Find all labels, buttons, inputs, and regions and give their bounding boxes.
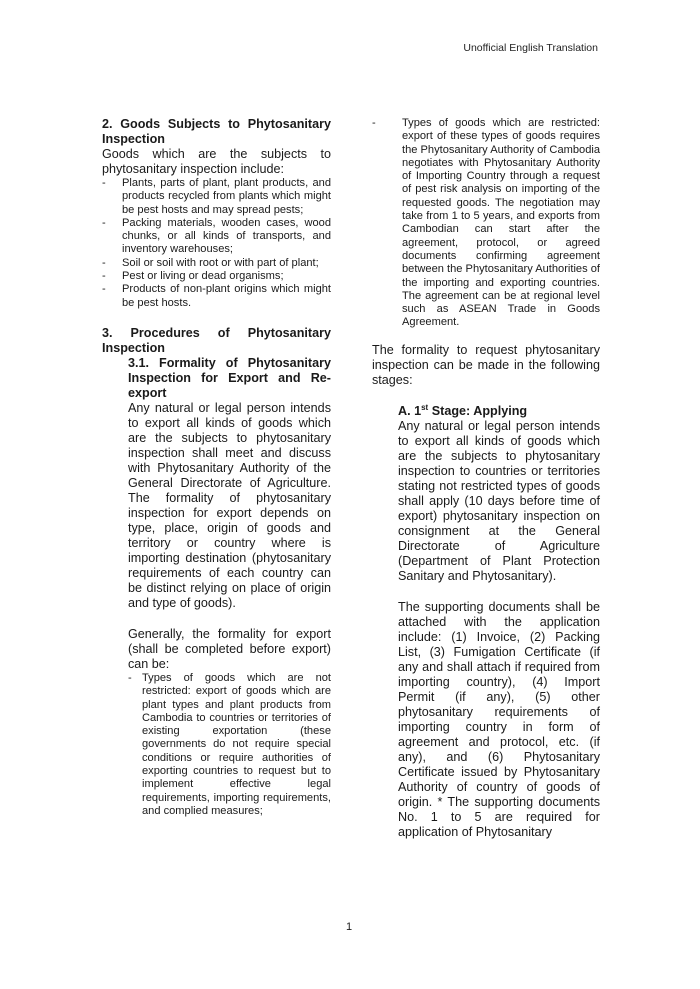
- goods-list: [102, 177, 331, 310]
- stages-intro-paragraph: The formality to request phytosanitary inspection can be made in the following stages:: [372, 342, 600, 387]
- dash-bullet: -: [372, 117, 376, 129]
- section-3-1-paragraph: Any natural or legal person intends to export all kinds of goods which are the subjects to phytosanitary inspection shall meet and discuss with Phytosanitary Authority of the General Directorate of Agriculture. The formality of phytosanitary inspection for export depends on type, place, origin of goods and territory or country where is importing destination (phytosanitary requirements of each country can be distinct relying on place of origin and type of goods).: [128, 400, 331, 610]
- stage-a-title: A. 1st Stage: Applying: [398, 402, 528, 418]
- list-item: - Plants, parts of plant, plant products, and products recycled from plants which might be pest hosts and may spread pests;: [102, 177, 331, 216]
- list-item: - Types of goods which are not restricted: export of goods which are plant types and plant products from Cambodia to countries or territories of existing exportation (these governments do not require special conditions or require authorities of exporting countries to request but to implement effective legal requirements, importing requirements, and complied measures;: [128, 671, 331, 817]
- list-item: - Types of goods which are restricted: export of these types of goods requires the Phytosanitary Authority of Cambodia negotiates with Phytosanitary Authority of Importing Country through a request of pest risk analysis on importing of the requested goods. The negotiation may take from 1 to 5 years, and exports from Cambodian can start after the agreement, protocol, or agreed documents confirming agreement between the Phytosanitary Authorities of the importing and exporting countries. The agreement can be at regional level such as ASEAN Trade in Goods Agreement.: [372, 117, 600, 329]
- document-header: Unofficial English Translation: [463, 42, 598, 54]
- section-3-title: 3. Procedures of Phytosanitary Inspection: [102, 325, 331, 355]
- dash-bullet: -: [102, 270, 106, 283]
- dash-bullet: -: [102, 256, 106, 269]
- page-number: 1: [346, 921, 353, 933]
- general-formality-paragraph: Generally, the formality for export (shall be completed before export) can be:: [128, 626, 331, 671]
- section-2-intro: Goods which are the subjects to phytosanitary inspection include:: [102, 147, 331, 176]
- list-item: - Soil or soil with root or with part of plant;: [102, 256, 319, 269]
- list-item: - Packing materials, wooden cases, wood chunks, or all kinds of transports, and inventory warehouses;: [102, 216, 331, 256]
- list-item: - Products of non-plant origins which might be pest hosts.: [102, 283, 331, 309]
- dash-bullet: -: [102, 283, 106, 296]
- section-2-title: 2. Goods Subjects to Phytosanitary Inspection: [102, 117, 331, 146]
- left-column: [102, 117, 331, 818]
- list-item: - Pest or living or dead organisms;: [102, 270, 284, 283]
- dash-bullet: -: [128, 671, 132, 684]
- restricted-list: [372, 117, 600, 330]
- dash-bullet: -: [102, 216, 106, 229]
- section-3-1-title: 3.1. Formality of Phytosanitary Inspection for Export and Re-export: [128, 355, 331, 400]
- right-column: [372, 117, 600, 840]
- dash-bullet: -: [102, 177, 106, 189]
- supporting-documents-paragraph: The supporting documents shall be attached with the application include: (1) Invoice, (2) Packing List, (3) Fumigation Certificate (if any and shall attach if required from importing country), (4) Import Permit (if any), (5) other phytosanitary requirements of importing country in form of agreement and protocol, etc. (if any), and (6) Phytosanitary Certificate issued by Phytosanitary Authority of country of goods of origin. * The supporting documents No. 1 to 5 are required for application of Phytosanitary: [398, 599, 600, 839]
- stage-a-paragraph: Any natural or legal person intends to export all kinds of goods which are the subjects to phytosanitary inspection to countries or territories stating not restricted types of goods shall apply (10 days before time of export) phytosanitary inspection on consignment at the General Directorate of Agriculture (Department of Plant Protection Sanitary and Phytosanitary).: [398, 418, 600, 583]
- non-restricted-list: [128, 672, 331, 818]
